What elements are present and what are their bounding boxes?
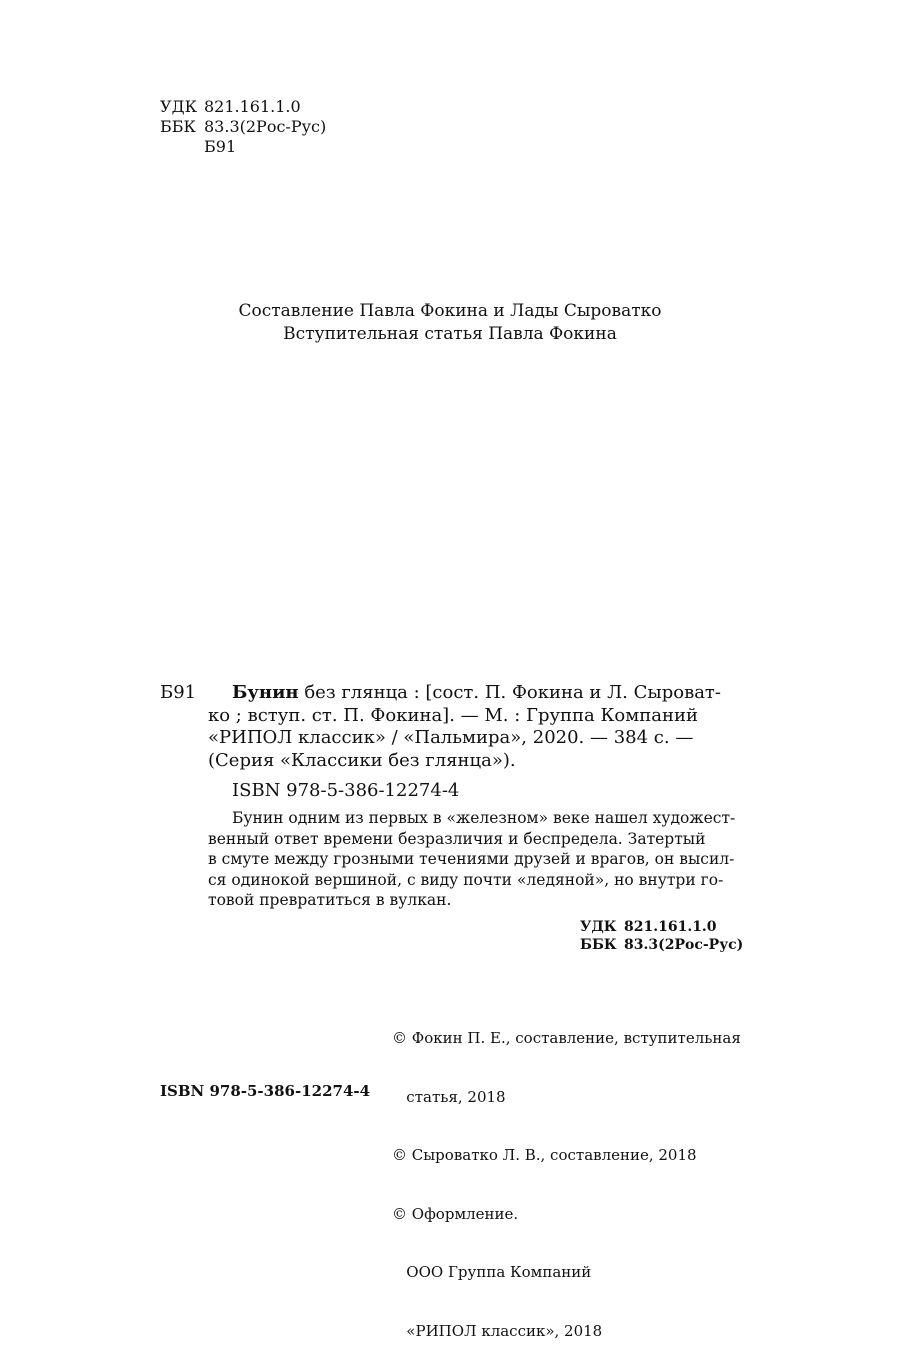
copyright-line-2: статья, 2018 <box>392 1087 506 1106</box>
annotation-line-3: в смуте между грозными течениями друзей и врагов, он высил- <box>208 850 735 868</box>
copyright-line-1: © Фокин П. Е., составление, вступительная <box>392 1029 741 1047</box>
isbn-bottom: ISBN 978-5-386-12274-4 <box>160 1082 371 1100</box>
copyright-block <box>392 990 741 1361</box>
copyright-line-6: «РИПОЛ классик», 2018 <box>392 1321 603 1340</box>
catalog-line-1 <box>232 682 721 705</box>
copyright-line-4: © Оформление. <box>392 1204 519 1223</box>
bottom-bbk-label: ББК <box>580 937 617 953</box>
bottom-udk-value: 821.161.1.0 <box>624 919 717 935</box>
udk-value: 821.161.1.0 <box>204 97 301 116</box>
bottom-classification <box>580 918 743 954</box>
author-mark: Б91 <box>204 137 237 156</box>
catalog-line-4: (Серия «Классики без глянца»). <box>208 749 516 771</box>
catalog-line-2: ко ; вступ. ст. П. Фокина]. — М. : Группа Компаний <box>208 704 698 726</box>
annotation-line-2: венный ответ времени безразличия и беспредела. Затертый <box>208 829 706 848</box>
author-mark-line <box>160 137 326 157</box>
catalog-line-3: «РИПОЛ классик» / «Пальмира», 2020. — 384 с. — <box>208 727 694 748</box>
credits <box>0 300 900 346</box>
annotation-line-1: Бунин одним из первых в «железном» веке нашел художест- <box>232 809 736 827</box>
top-classification <box>160 97 326 157</box>
annotation-line-5: товой превратиться в вулкан. <box>208 891 452 909</box>
bottom-udk-label: УДК <box>580 919 617 935</box>
copyright-line-3: © Сыроватко Л. В., составление, 2018 <box>392 1146 697 1164</box>
catalog-mark: Б91 <box>160 682 197 703</box>
annotation-line-4: ся одинокой вершиной, с виду почти «ледяной», но внутри го- <box>208 870 724 889</box>
compiled-by: Составление Павла Фокина и Лады Сыроватко <box>238 301 662 321</box>
catalog-line-1-rest: без глянца : [сост. П. Фокина и Л. Сыроват- <box>298 682 721 703</box>
bottom-bbk-value: 83.3(2Рос-Рус) <box>624 937 744 953</box>
udk-label: УДК <box>160 97 197 116</box>
bottom-udk-line <box>580 918 743 936</box>
catalog-isbn: ISBN 978-5-386-12274-4 <box>232 780 460 801</box>
bbk-label: ББК <box>160 117 196 136</box>
intro-by: Вступительная статья Павла Фокина <box>283 324 617 344</box>
copyright-line-5: ООО Группа Компаний <box>392 1263 592 1281</box>
bbk-line <box>160 117 326 137</box>
catalog-title: Бунин <box>232 682 299 703</box>
bottom-bbk-line <box>580 936 743 954</box>
bbk-value: 83.3(2Рос-Рус) <box>204 117 327 136</box>
udk-line <box>160 97 326 117</box>
